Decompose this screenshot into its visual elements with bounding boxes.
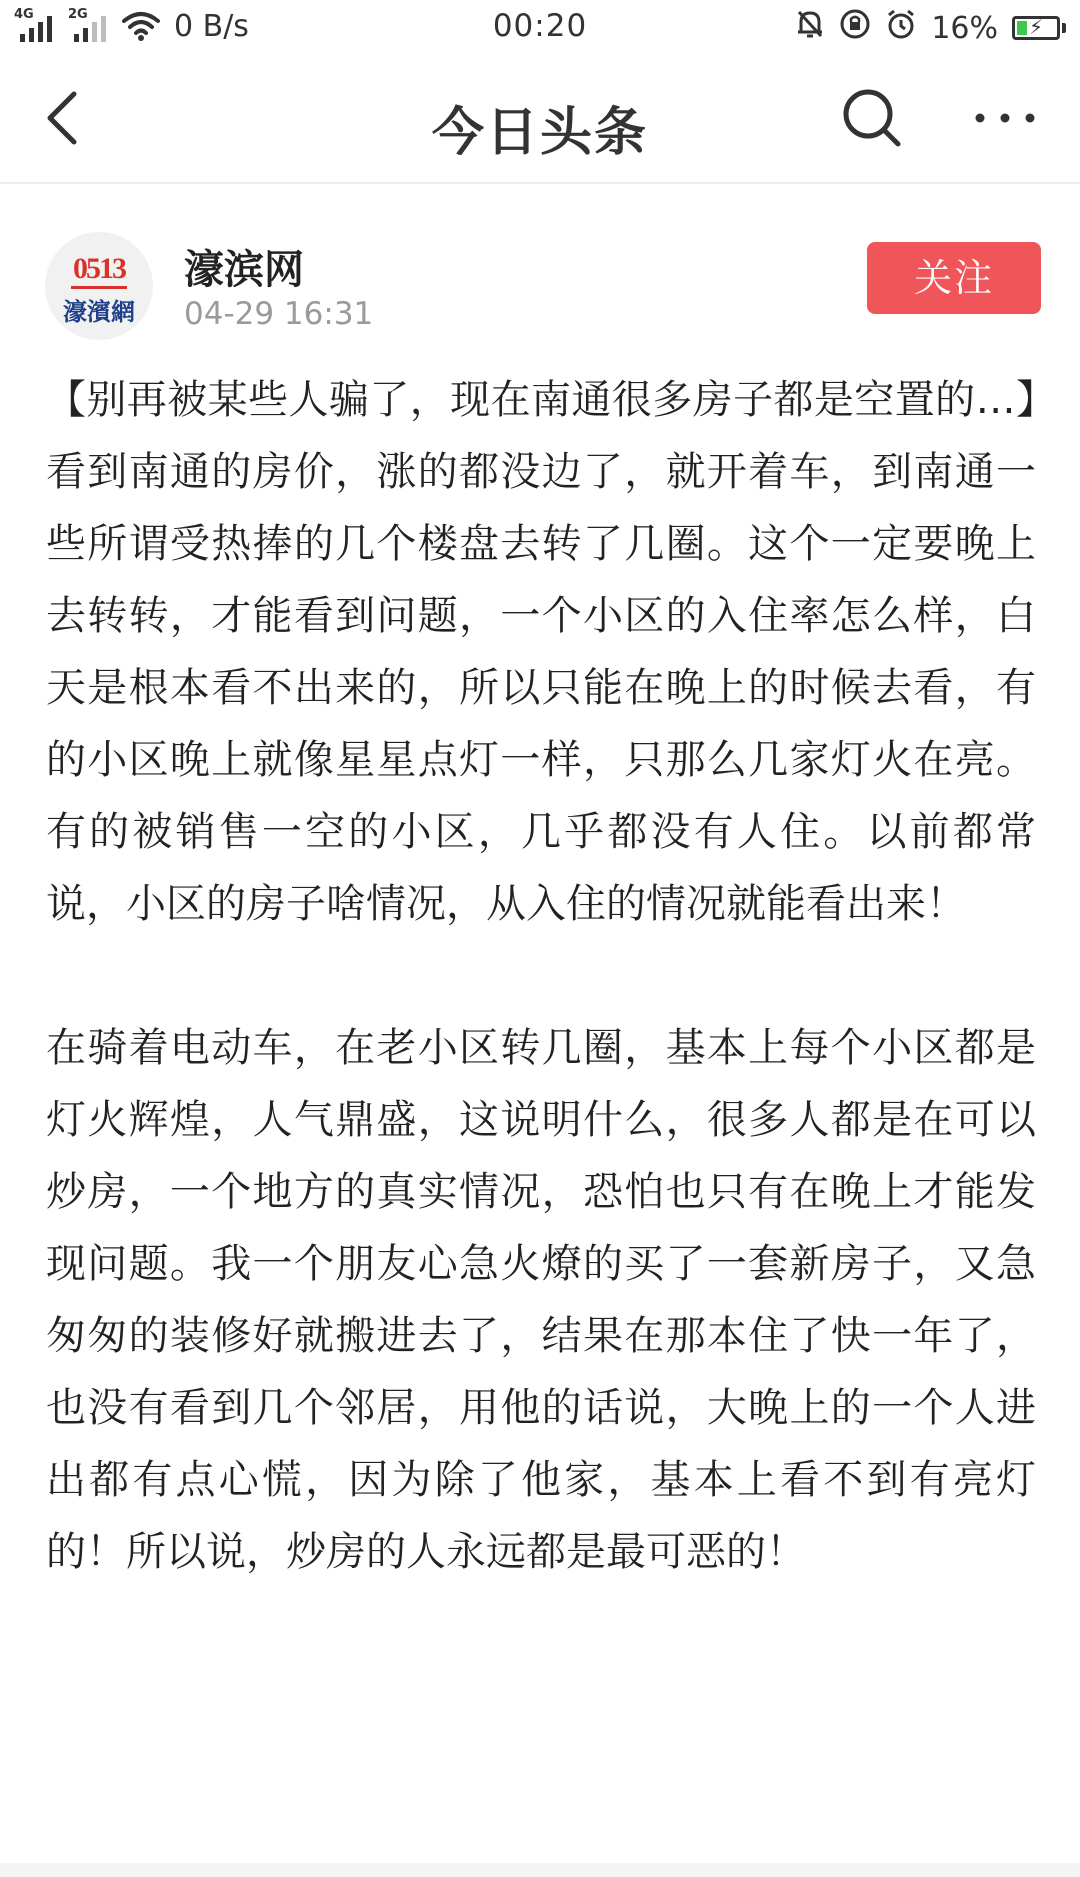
battery-percent: 16% (931, 10, 998, 46)
clock: 00:20 (492, 8, 588, 44)
article-paragraph: 【别再被某些人骗了，现在南通很多房子都是空置的…】看到南通的房价，涨的都没边了，就开着车，到南通一些所谓受热捧的几个楼盘去转了几圈。这个一定要晚上去转转，才能看到问题，一个小区的入住率怎么样，白天是根本看不出来的，所以只能在晚上的时候去看，有的小区晚上就像星星点灯一样，只那么几家灯火在亮。有的被销售一空的小区，几乎都没有人住。以前都常说，小区的房子啥情况，从入住的情况就能看出来！ (46, 377, 1036, 927)
follow-button[interactable]: 关注 (867, 242, 1041, 314)
sim2-label: 2G (68, 7, 88, 22)
alarm-icon (885, 8, 917, 48)
status-bar (0, 0, 1080, 56)
article-paragraph: 在骑着电动车，在老小区转几圈，基本上每个小区都是灯火辉煌，人气鼎盛，这说明什么，很多人都是在可以炒房，一个地方的真实情况，恐怕也只有在晚上才能发现问题。我一个朋友心急火燎的买了一套新房子，又急匆匆的装修好就搬进去了，结果在那本住了快一年了，也没有看到几个邻居，用他的话说，大晚上的一个人进出都有点心慌，因为除了他家，基本上看不到有亮灯的！所以说，炒房的人永远都是最可恶的！ (46, 1025, 1036, 1575)
avatar-name: 濠濱網 (63, 297, 135, 326)
sim1-label: 4G (14, 7, 34, 22)
status-right (795, 8, 1066, 48)
author-header (0, 184, 1080, 344)
bottom-divider (0, 1863, 1080, 1877)
battery-charging-icon: ⚡ (1012, 16, 1066, 40)
rotation-lock-icon (839, 8, 871, 48)
more-button[interactable] (970, 86, 1040, 150)
title-bar (0, 56, 1080, 184)
network-speed: 0 B/s (174, 8, 249, 44)
search-icon (840, 86, 904, 150)
publish-time: 04-29 16:31 (184, 296, 374, 332)
article-body (46, 364, 1036, 1588)
author-name[interactable]: 濠滨网 (184, 247, 304, 293)
more-horizontal-icon (970, 86, 1040, 150)
page-title: 今日头条 (431, 103, 648, 163)
search-button[interactable] (840, 86, 904, 150)
avatar-code: 0513 (73, 252, 125, 285)
mute-icon (795, 8, 825, 48)
avatar[interactable] (45, 232, 153, 340)
